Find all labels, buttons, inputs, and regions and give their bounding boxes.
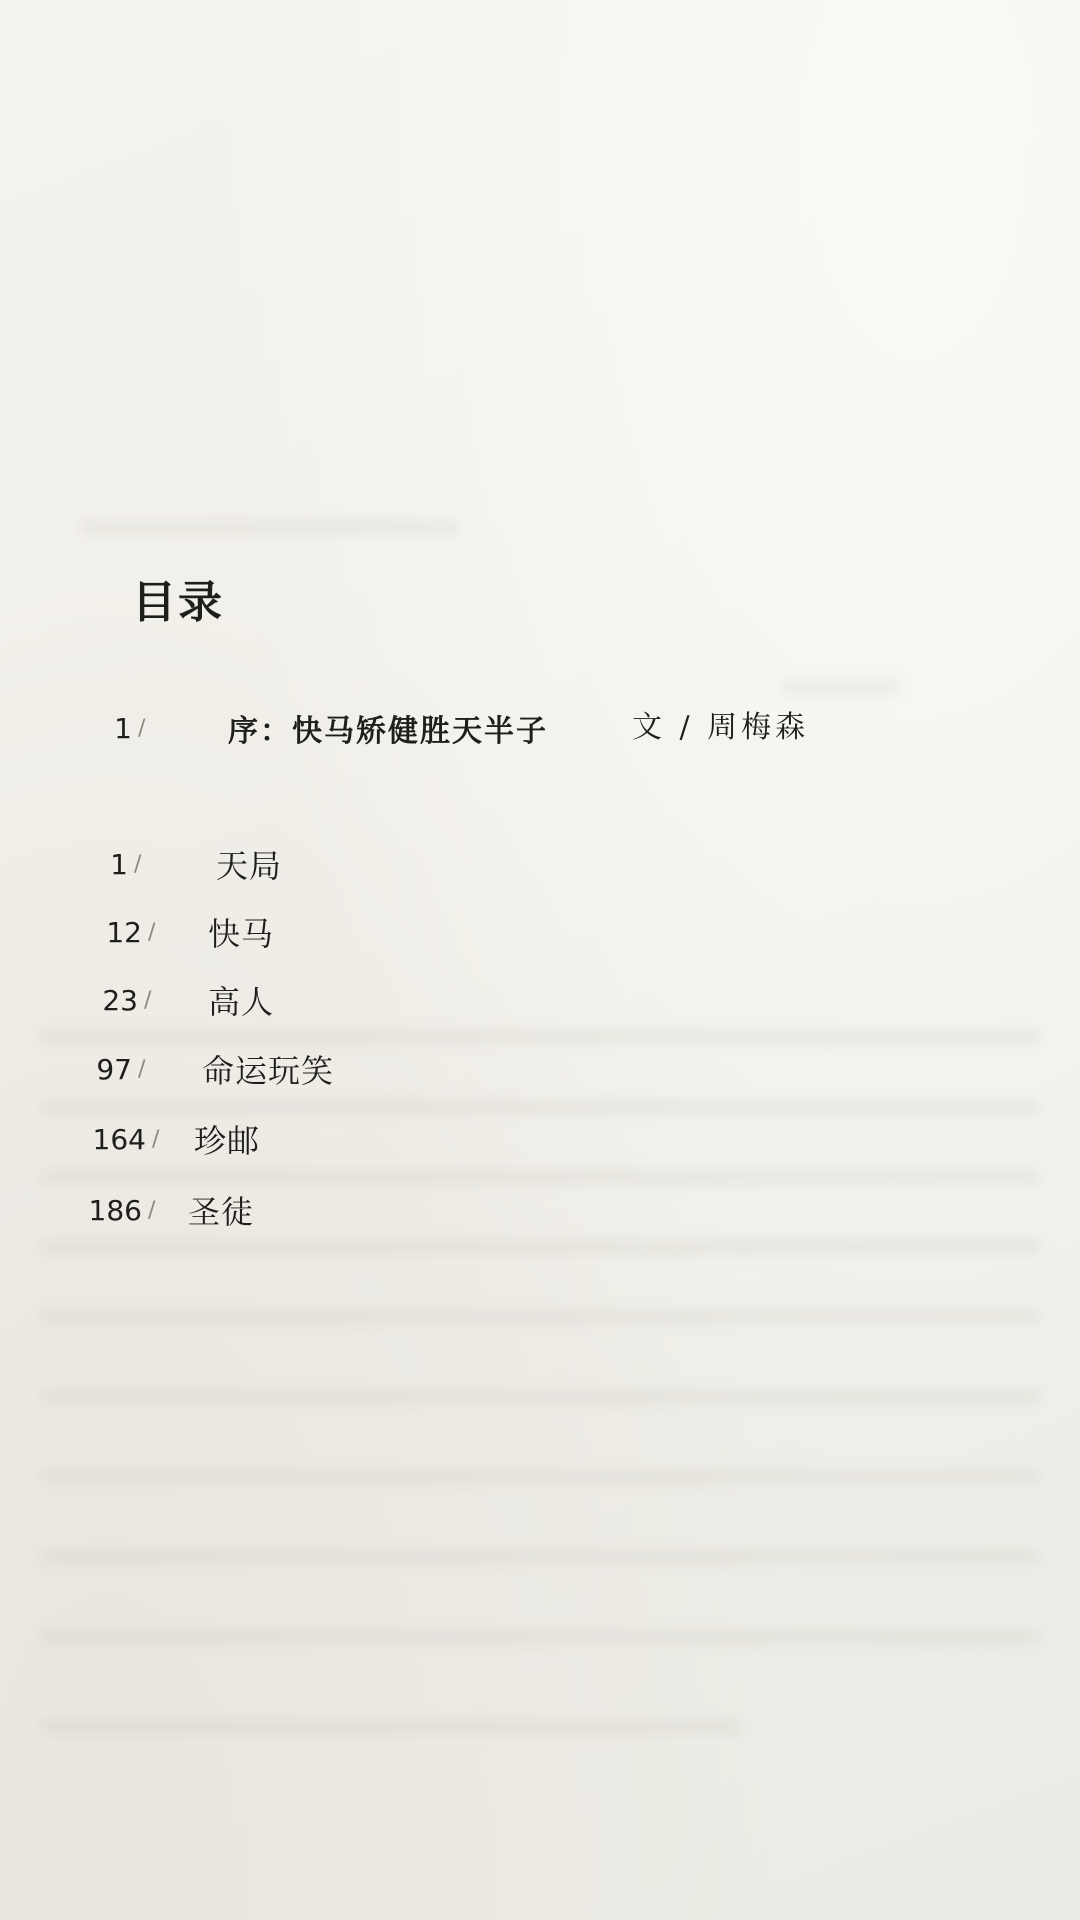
toc-chapter-title: 快马 xyxy=(208,915,275,953)
toc-page-number: 1 xyxy=(110,847,128,881)
toc-chapter-title: 珍邮 xyxy=(194,1122,261,1160)
toc-entry xyxy=(62,1047,334,1091)
show-through-line xyxy=(40,1310,1040,1324)
toc-chapter-title: 圣徒 xyxy=(188,1193,255,1231)
toc-page-number: 23 xyxy=(102,983,138,1017)
toc-entry xyxy=(72,910,274,954)
page-separator: / xyxy=(152,1126,160,1152)
show-through-line xyxy=(40,1390,1040,1404)
page-separator: / xyxy=(138,715,146,741)
toc-preface-title: 序：快马矫健胜天半子 xyxy=(228,714,548,749)
toc-page-number: 164 xyxy=(92,1122,146,1156)
toc-page-number: 1 xyxy=(114,711,132,745)
toc-page-number: 12 xyxy=(106,915,142,949)
show-through-line xyxy=(40,1630,1040,1644)
show-through-line xyxy=(40,1550,1040,1564)
toc-chapter-title: 命运玩笑 xyxy=(202,1052,335,1090)
toc-preface-author: 文 / 周梅森 xyxy=(632,710,810,745)
page-separator: / xyxy=(148,919,156,945)
page-separator: / xyxy=(148,1197,156,1223)
show-through-line xyxy=(780,680,900,694)
toc-entry xyxy=(58,842,282,886)
toc-entry xyxy=(76,1117,260,1161)
show-through-line xyxy=(80,520,460,534)
toc-preface-row xyxy=(62,706,548,750)
toc-page-number: 97 xyxy=(96,1052,132,1086)
show-through-line xyxy=(40,1720,740,1734)
page-separator: / xyxy=(144,987,152,1013)
toc-page-number: 186 xyxy=(88,1193,142,1227)
page-separator: / xyxy=(138,1056,146,1082)
show-through-line xyxy=(40,1100,1040,1114)
page-separator: / xyxy=(134,851,142,877)
toc-title: 目录 xyxy=(132,577,224,628)
toc-chapter-title: 高人 xyxy=(208,983,275,1021)
show-through-line xyxy=(40,1170,1040,1184)
show-through-line xyxy=(40,1030,1040,1044)
toc-entry xyxy=(72,1188,254,1232)
toc-chapter-title: 天局 xyxy=(216,847,283,885)
toc-entry xyxy=(68,978,274,1022)
show-through-line xyxy=(40,1470,1040,1484)
show-through-line xyxy=(40,1240,1040,1254)
